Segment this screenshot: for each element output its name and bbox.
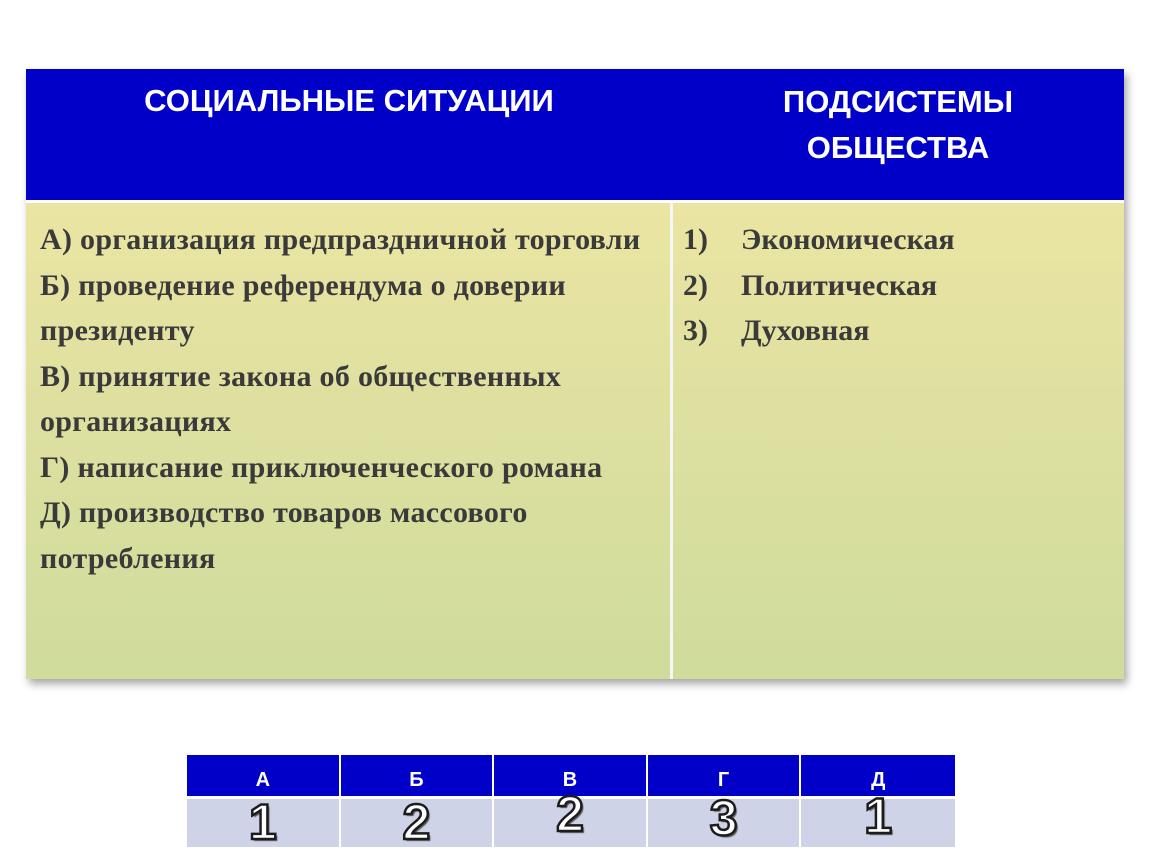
answer-digit-b: 2: [402, 794, 431, 850]
matching-table-header: [26, 69, 1124, 203]
situations-list: [40, 217, 660, 581]
situation-item-d: Д) производство товаров массового потребления: [40, 496, 528, 575]
column-divider: [670, 203, 673, 679]
subsystem-number: 1): [683, 223, 708, 256]
header-subsystems-line1: ПОДСИСТЕМЫ: [782, 84, 1014, 119]
header-subsystems-line2: ОБЩЕСТВА: [806, 130, 990, 165]
answer-table-row: [187, 786, 955, 850]
situation-item-a: А) организация предпраздничной торговли: [40, 223, 641, 256]
header-society-subsystems: [672, 69, 1124, 171]
answer-header-g: Г: [648, 755, 802, 796]
answer-digit-v: 2: [556, 786, 584, 842]
answer-digit-d: 1: [864, 788, 893, 844]
matching-table-body: [26, 203, 1124, 679]
answer-header-v: В: [494, 755, 648, 796]
answer-cell-v: [494, 786, 648, 847]
answer-digit-g: 3: [709, 790, 738, 846]
situation-item-v: В) принятие закона об общественных организациях: [40, 359, 562, 438]
answer-cell-a: [187, 794, 341, 850]
subsystem-number: 2): [683, 268, 708, 302]
subsystem-number: 3): [683, 314, 708, 347]
subsystem-item-3: [683, 308, 1103, 354]
subsystem-label: Духовная: [741, 314, 870, 347]
answer-cell-d: [801, 788, 955, 847]
situation-item-g: Г) написание приключенческого романа: [40, 450, 603, 484]
answer-cell-b: [341, 794, 495, 850]
answer-header-d: Д: [871, 769, 886, 791]
matching-table: [26, 69, 1124, 679]
subsystem-label: Экономическая: [741, 223, 955, 256]
answer-header-a: А: [187, 755, 341, 796]
answer-table: [187, 755, 955, 850]
situation-item-b: Б) проведение референдума о доверии президенту: [40, 268, 566, 347]
subsystem-label: Политическая: [741, 268, 938, 302]
answer-digit-a: 1: [248, 794, 277, 850]
subsystem-item-1: [683, 217, 1103, 263]
subsystems-list: [683, 217, 1103, 354]
subsystem-item-2: [683, 263, 1103, 309]
answer-header-b: Б: [341, 755, 495, 796]
header-social-situations: СОЦИАЛЬНЫЕ СИТУАЦИИ: [144, 83, 554, 118]
answer-cell-g: [648, 790, 802, 847]
